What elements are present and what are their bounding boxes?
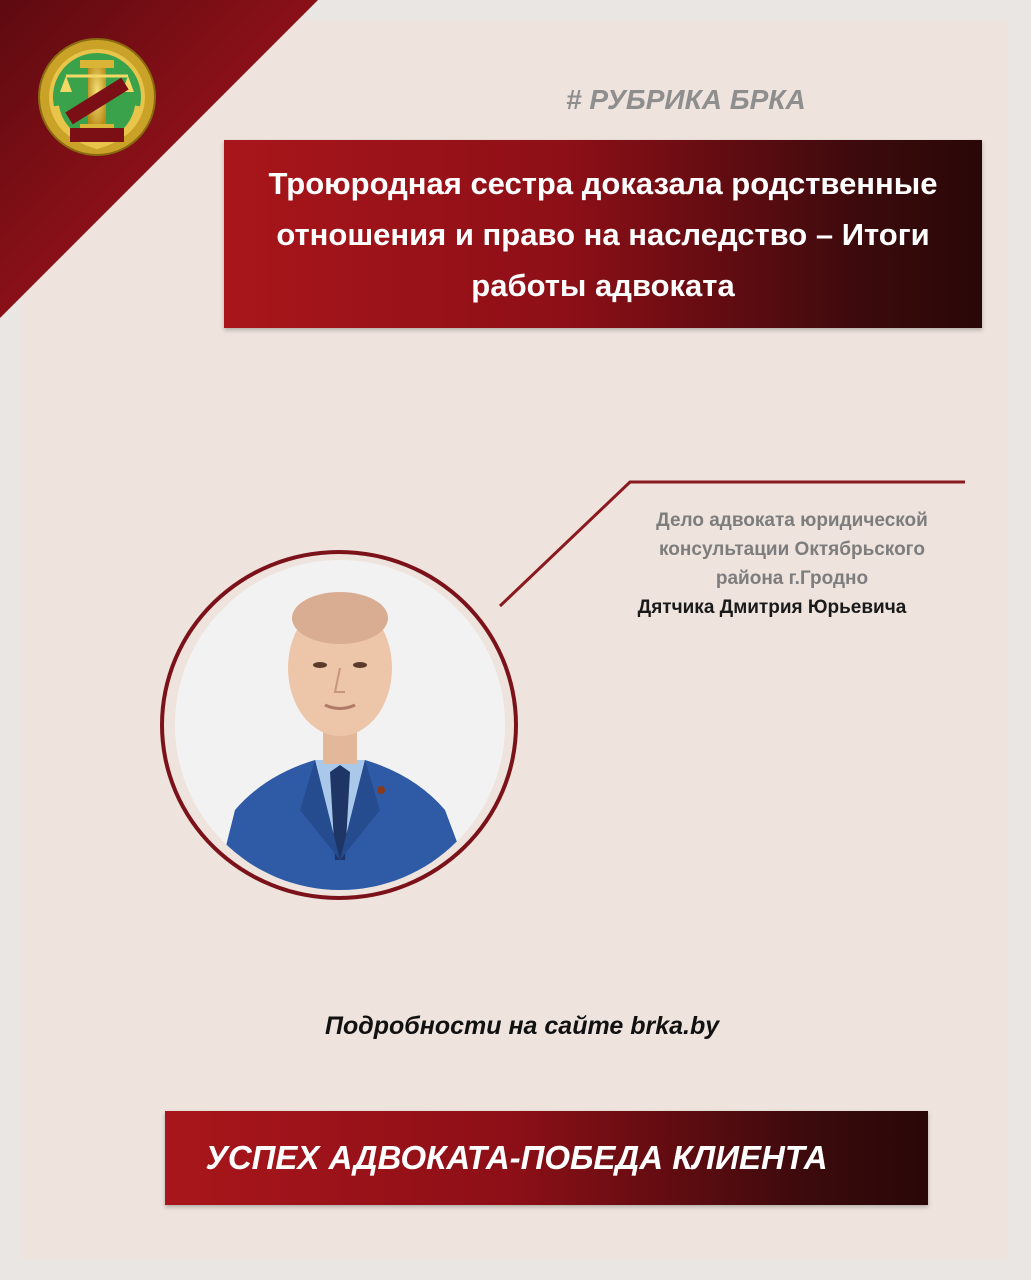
slogan-banner bbox=[165, 1111, 928, 1205]
case-info-line1: Дело адвоката юридической bbox=[656, 510, 928, 531]
title-banner bbox=[224, 140, 982, 328]
case-info-line3: района г.Гродно bbox=[715, 568, 869, 589]
case-info-line2: консультации Октябрьского bbox=[659, 539, 925, 560]
article-title: Троюродная сестра доказала родственные отношения и право на наследство – Итоги работы адвоката bbox=[268, 165, 938, 303]
lawyer-photo bbox=[175, 560, 505, 890]
slogan-text: УСПЕХ АДВОКАТА-ПОБЕДА КЛИЕНТА bbox=[205, 1139, 828, 1176]
case-info bbox=[622, 506, 962, 622]
lawyer-name: Дятчика Дмитрия Юрьевича bbox=[637, 597, 907, 618]
bar-association-emblem-icon bbox=[36, 36, 158, 158]
rubric-label: # РУБРИКА БРКА bbox=[566, 84, 806, 115]
details-link-text: Подробности на сайте brka.by bbox=[325, 1012, 720, 1040]
